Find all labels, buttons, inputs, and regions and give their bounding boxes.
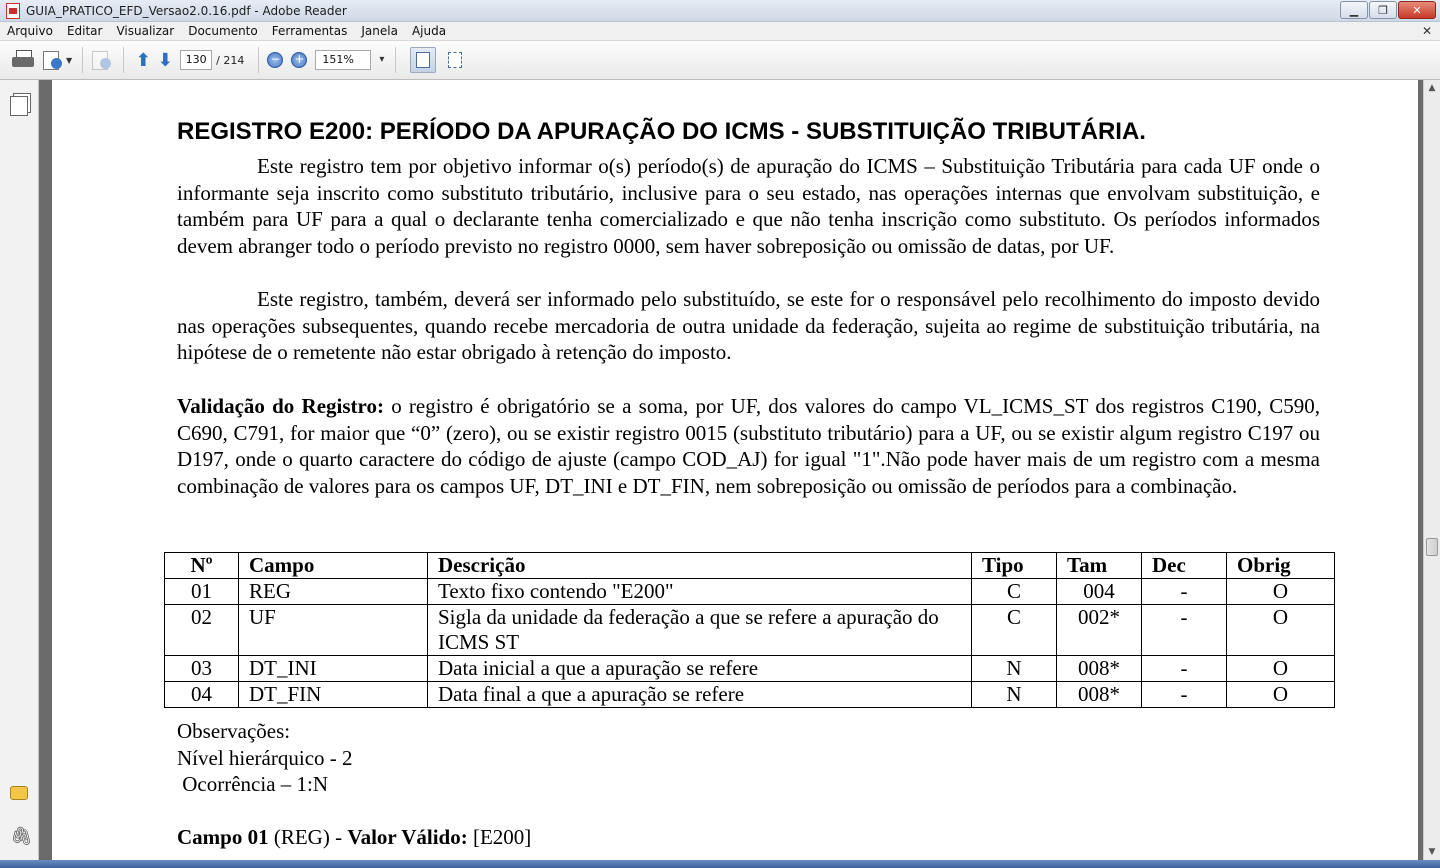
col-tipo: Tipo	[972, 553, 1057, 579]
table-row	[165, 656, 1335, 682]
share-button[interactable]	[91, 46, 113, 74]
col-dec: Dec	[1142, 553, 1227, 579]
paragraph-substituido	[177, 286, 1320, 366]
menu-arquivo[interactable]: Arquivo	[7, 24, 53, 38]
cell-campo: UF	[239, 605, 428, 656]
cell-obrig: O	[1227, 579, 1335, 605]
menu-documento[interactable]: Documento	[188, 24, 258, 38]
comment-icon[interactable]	[10, 786, 28, 800]
cell-dec: -	[1142, 682, 1227, 708]
attachment-icon[interactable]: 🖇	[10, 826, 33, 847]
document-settings-icon	[42, 50, 64, 70]
cell-dec: -	[1142, 605, 1227, 656]
maximize-button[interactable]: ❐	[1369, 1, 1397, 19]
observations-level: Nível hierárquico - 2	[177, 746, 353, 770]
cell-dec: -	[1142, 579, 1227, 605]
campo01-valid-label: Valor Válido:	[347, 825, 468, 849]
previous-page-button[interactable]	[132, 49, 154, 71]
taskbar	[0, 860, 1440, 868]
table-row	[165, 682, 1335, 708]
fields-table	[164, 552, 1335, 708]
close-document-button[interactable]: ✕	[1421, 24, 1432, 38]
table-row	[165, 605, 1335, 656]
close-button[interactable]: ✕	[1398, 1, 1436, 19]
cell-campo: DT_INI	[239, 656, 428, 682]
campo01-value: [E200]	[467, 825, 532, 849]
cell-obrig: O	[1227, 656, 1335, 682]
col-campo: Campo	[239, 553, 428, 579]
campo01-label: Campo 01	[177, 825, 269, 849]
zoom-out-button[interactable]: −	[267, 52, 283, 68]
cell-descricao: Sigla da unidade da federação a que se refere a apuração do ICMS ST	[428, 605, 972, 656]
menu-janela[interactable]: Janela	[361, 24, 398, 38]
fit-width-button[interactable]	[410, 47, 436, 73]
cell-descricao: Texto fixo contendo "E200"	[428, 579, 972, 605]
validation-label: Validação do Registro:	[177, 394, 384, 418]
cell-tipo: N	[972, 682, 1057, 708]
cell-tam: 004	[1057, 579, 1142, 605]
cell-tipo: C	[972, 579, 1057, 605]
cell-no: 01	[165, 579, 239, 605]
settings-button[interactable]	[42, 46, 72, 74]
title-bar	[0, 0, 1440, 22]
cell-obrig: O	[1227, 605, 1335, 656]
page-total: / 214	[216, 53, 245, 67]
page-number-input[interactable]: 130	[180, 50, 212, 70]
col-no: Nº	[165, 553, 239, 579]
share-icon	[91, 50, 113, 70]
cell-dec: -	[1142, 656, 1227, 682]
pdf-file-icon	[6, 3, 20, 19]
menu-editar[interactable]: Editar	[66, 24, 103, 38]
validation-text: o registro é obrigatório se a soma, por UF, dos valores do campo VL_ICMS_ST dos registros C190, C590, C690, C791, for maior que “0” (zero), ou se existir registro 0015 (substituto tributário) para a UF, ou se existir algum registro C197 ou D197, onde o quarto caractere do código de ajuste (campo COD_AJ) for igual "1".Não pode haver mais de um registro com a mesma combinação de valores para os campos UF, DT_INI e DT_FIN, nem sobreposição ou omissão de períodos para a combinação.	[177, 394, 1321, 498]
menu-ferramentas[interactable]: Ferramentas	[271, 24, 348, 38]
paragraph-intro	[177, 153, 1320, 259]
arrow-down-icon: ⬇	[157, 49, 173, 71]
vertical-scrollbar[interactable]	[1423, 80, 1440, 860]
menu-visualizar[interactable]: Visualizar	[116, 24, 175, 38]
fit-width-icon	[416, 52, 430, 68]
observations-title: Observações:	[177, 719, 291, 743]
next-page-button[interactable]	[154, 49, 176, 71]
cell-tam: 008*	[1057, 682, 1142, 708]
toolbar-divider	[123, 47, 124, 73]
col-tam: Tam	[1057, 553, 1142, 579]
toolbar-divider	[258, 47, 259, 73]
cell-no: 03	[165, 656, 239, 682]
zoom-in-button[interactable]: +	[291, 52, 307, 68]
col-descricao: Descrição	[428, 553, 972, 579]
table-header-row	[165, 553, 1335, 579]
toolbar-divider	[395, 47, 396, 73]
zoom-select[interactable]: 151% ▾	[315, 50, 371, 70]
cell-obrig: O	[1227, 682, 1335, 708]
document-view[interactable]	[40, 80, 1423, 860]
fit-page-button[interactable]	[444, 49, 466, 71]
cell-no: 04	[165, 682, 239, 708]
cell-tipo: N	[972, 656, 1057, 682]
cell-descricao: Data final a que a apuração se refere	[428, 682, 972, 708]
campo01-line	[177, 824, 531, 851]
scroll-thumb[interactable]	[1426, 538, 1438, 556]
page-heading: REGISTRO E200: PERÍODO DA APURAÇÃO DO ICMS - SUBSTITUIÇÃO TRIBUTÁRIA.	[177, 118, 1146, 145]
paragraph-intro-text: Este registro tem por objetivo informar o(s) período(s) de apuração do ICMS – Substituição Tributária para cada UF onde o informante seja inscrito como substituto tributário, inclusive para o seu estado, nas operações internas que envolvam substituição, e também para UF para a qual o declarante tenha comercializado e que não tenha inscrição como substituto. Os períodos informados devem abranger todo o período previsto no registro 0000, sem haver sobreposição ou omissão de datas, por UF.	[177, 154, 1320, 258]
cell-campo: DT_FIN	[239, 682, 428, 708]
cell-campo: REG	[239, 579, 428, 605]
cell-tam: 008*	[1057, 656, 1142, 682]
pdf-page	[52, 80, 1418, 860]
window-controls	[1340, 1, 1436, 19]
menu-bar	[0, 22, 1440, 41]
fit-page-icon	[448, 52, 462, 68]
toolbar	[0, 41, 1440, 80]
cell-tam: 002*	[1057, 605, 1142, 656]
paragraph-validation	[177, 393, 1320, 499]
table-row	[165, 579, 1335, 605]
cell-tipo: C	[972, 605, 1057, 656]
scroll-down-button[interactable]: ▼	[1428, 847, 1436, 857]
window-title: GUIA_PRATICO_EFD_Versao2.0.16.pdf - Adobe Reader	[26, 3, 347, 18]
paragraph-substituido-text: Este registro, também, deverá ser informado pelo substituído, se este for o responsável pelo recolhimento do imposto devido nas operações subsequentes, quando recebe mercadoria de outra unidade da federação, sujeita ao regime de substituição tributária, na hipótese de o remetente não estar obrigado à retenção do imposto.	[177, 287, 1320, 365]
cell-descricao: Data inicial a que a apuração se refere	[428, 656, 972, 682]
menu-ajuda[interactable]: Ajuda	[411, 24, 447, 38]
cell-no: 02	[165, 605, 239, 656]
observations-occurrence: Ocorrência – 1:N	[177, 772, 329, 796]
toolbar-divider	[82, 47, 83, 73]
printer-icon	[12, 50, 36, 70]
arrow-up-icon: ⬆	[135, 49, 151, 71]
navigation-panel	[0, 80, 39, 860]
chevron-down-icon: ▼	[66, 55, 73, 65]
print-button[interactable]	[12, 46, 36, 74]
col-obrig: Obrig	[1227, 553, 1335, 579]
campo01-reg: (REG) -	[268, 825, 348, 849]
pages-icon[interactable]	[10, 96, 28, 116]
scroll-up-button[interactable]: ▲	[1428, 83, 1436, 93]
minimize-button[interactable]: ▁	[1340, 1, 1368, 19]
